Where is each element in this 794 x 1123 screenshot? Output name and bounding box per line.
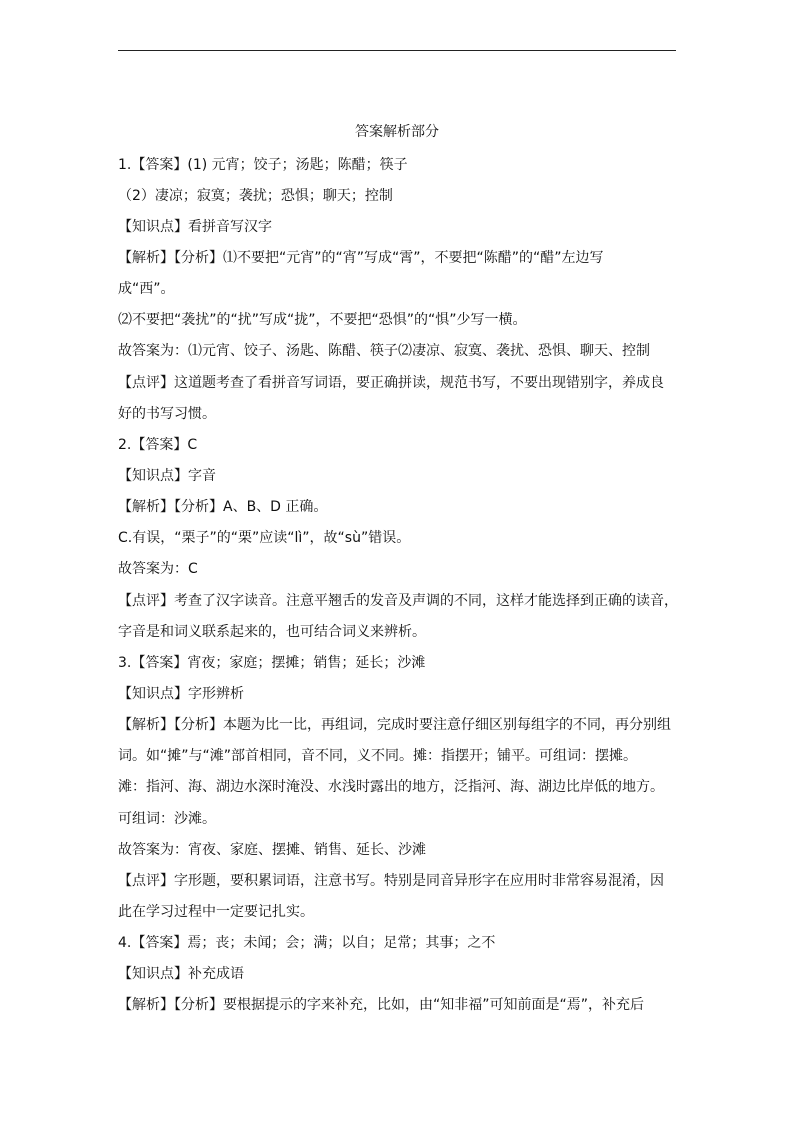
header-rule bbox=[118, 50, 676, 51]
text-line: 4.【答案】焉；丧；未闻；会；满；以自；足常；其事；之不 bbox=[118, 935, 496, 951]
text-line: 【点评】这道题考查了看拼音写词语，要正确拼读，规范书写，不要出现错别字，养成良 bbox=[118, 375, 664, 391]
text-line: （2）凄凉；寂寞；袭扰；恐惧；聊天；控制 bbox=[118, 188, 393, 204]
text-line: C.有误，“栗子”的“栗”应读“lì”，故“sù”错误。 bbox=[118, 530, 411, 546]
text-line: 【解析】【分析】要根据提示的字来补充，比如，由“知非福”可知前面是“焉”，补充后 bbox=[118, 997, 645, 1013]
text-line: 字音是和词义联系起来的，也可结合词义来辨析。 bbox=[118, 624, 426, 640]
text-line: 故答案为：宵夜、家庭、摆摊、销售、延长、沙滩 bbox=[118, 842, 426, 858]
document-title: 答案解析部分 bbox=[355, 124, 439, 140]
text-line: 可组词：沙滩。 bbox=[118, 811, 216, 827]
text-line: 3.【答案】宵夜；家庭；摆摊；销售；延长；沙滩 bbox=[118, 655, 426, 671]
text-line: 【解析】【分析】本题为比一比，再组词，完成时要注意仔细区别每组字的不同，再分别组 bbox=[118, 717, 671, 733]
text-line: 【解析】【分析】A、B、D 正确。 bbox=[118, 499, 328, 515]
text-line: 【知识点】补充成语 bbox=[118, 966, 244, 982]
text-line: 【知识点】字音 bbox=[118, 468, 216, 484]
text-line: 好的书写习惯。 bbox=[118, 406, 216, 422]
text-line: 滩：指河、海、湖边水深时淹没、水浅时露出的地方，泛指河、海、湖边比岸低的地方。 bbox=[118, 779, 664, 795]
text-line: 2.【答案】C bbox=[118, 437, 198, 453]
text-line: 【解析】【分析】⑴不要把“元宵”的“宵”写成“霄”，不要把“陈醋”的“醋”左边写 bbox=[118, 250, 604, 266]
text-line: 【点评】字形题，要积累词语，注意书写。特别是同音异形字在应用时非常容易混淆，因 bbox=[118, 873, 664, 889]
text-line: 故答案为：⑴元宵、饺子、汤匙、陈醋、筷子⑵凄凉、寂寞、袭扰、恐惧、聊天、控制 bbox=[118, 343, 650, 359]
text-line: 【知识点】看拼音写汉字 bbox=[118, 219, 272, 235]
text-line: 【点评】考查了汉字读音。注意平翘舌的发音及声调的不同，这样才能选择到正确的读音， bbox=[118, 593, 678, 609]
text-line: 【知识点】字形辨析 bbox=[118, 686, 244, 702]
text-line: 故答案为：C bbox=[118, 561, 198, 577]
text-line: 此在学习过程中一定要记扎实。 bbox=[118, 904, 314, 920]
text-line: 词。如“摊”与“滩”部首相同，音不同，义不同。摊：指摆开；铺平。可组词：摆摊。 bbox=[118, 748, 638, 764]
text-line: 成“西”。 bbox=[118, 281, 175, 297]
text-line: ⑵不要把“袭扰”的“扰”写成“拢”，不要把“恐惧”的“惧”少写一横。 bbox=[118, 312, 527, 328]
text-line: 1.【答案】(1) 元宵；饺子；汤匙；陈醋；筷子 bbox=[118, 157, 408, 173]
